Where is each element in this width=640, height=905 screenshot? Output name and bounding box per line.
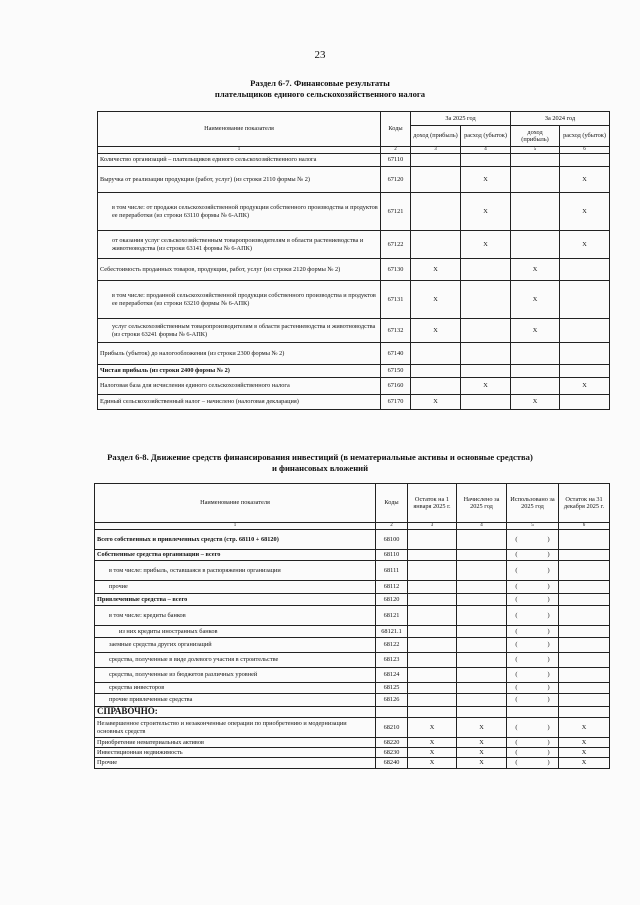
- cell-value: X: [411, 395, 461, 410]
- header-year-2025: За 2025 год: [411, 112, 511, 126]
- cell-value: [560, 281, 610, 319]
- cell-value: [511, 378, 560, 395]
- cell-value: X: [559, 758, 610, 769]
- cell-value: [411, 343, 461, 365]
- row-name: Прочие: [95, 758, 376, 769]
- row-name: Выручка от реализации продукции (работ, услуг) (из строки 2110 формы № 2): [98, 167, 381, 193]
- cell-value: X: [457, 718, 507, 738]
- table-row: [95, 694, 610, 707]
- row-code: 67132: [381, 319, 411, 343]
- column-number: 2: [381, 147, 411, 154]
- cell-value: [411, 167, 461, 193]
- row-code: 68123: [376, 653, 408, 668]
- cell-value: [511, 365, 560, 378]
- cell-value: X: [560, 231, 610, 259]
- table-row: [95, 530, 610, 550]
- cell-value: [408, 653, 457, 668]
- cell-value: X: [408, 718, 457, 738]
- table-row: [98, 281, 610, 319]
- reference-label: СПРАВОЧНО:: [95, 707, 376, 718]
- cell-value: [457, 561, 507, 581]
- cell-value: X: [560, 167, 610, 193]
- cell-value: [411, 378, 461, 395]
- cell-used-parens: ( ): [507, 758, 559, 769]
- cell-used-parens: ( ): [507, 594, 559, 606]
- row-name: прочие: [95, 581, 376, 594]
- cell-value: [457, 530, 507, 550]
- cell-value: [560, 259, 610, 281]
- table-row: [98, 378, 610, 395]
- cell-value: [461, 365, 511, 378]
- cell-value: [457, 626, 507, 638]
- cell-value: [559, 581, 610, 594]
- header-balance-start: Остаток на 1 января 2025 г.: [408, 484, 457, 523]
- row-code: 68121: [376, 606, 408, 626]
- cell-value: X: [559, 718, 610, 738]
- reference-header-row: [95, 707, 610, 718]
- cell-value: [408, 683, 457, 694]
- row-name: Всего собственных и привлеченных средств (стр. 68110 + 68120): [95, 530, 376, 550]
- cell-value: [461, 154, 511, 167]
- row-code: 67160: [381, 378, 411, 395]
- table-row: [98, 365, 610, 378]
- cell-used-parens: ( ): [507, 550, 559, 561]
- cell-value: [560, 319, 610, 343]
- section-6-8-title: Раздел 6-8. Движение средств финансирования инвестиций (в нематериальные активы и основные средства): [107, 452, 533, 462]
- column-number: 5: [511, 147, 560, 154]
- table-6-8: [94, 483, 610, 769]
- row-code: 67140: [381, 343, 411, 365]
- cell-value: [461, 281, 511, 319]
- header-codes: Коды: [376, 484, 408, 523]
- table-row: [98, 231, 610, 259]
- cell-value: [559, 606, 610, 626]
- row-code: 68121.1: [376, 626, 408, 638]
- cell-value: [559, 561, 610, 581]
- header-expense: расход (убыток): [461, 126, 511, 147]
- header-indicator: Наименование показателя: [98, 112, 381, 147]
- cell-value: X: [457, 738, 507, 748]
- cell-value: [411, 193, 461, 231]
- cell-value: [408, 626, 457, 638]
- cell-value: [559, 694, 610, 707]
- column-number: 3: [408, 523, 457, 530]
- header-used: Использовано за 2025 год: [507, 484, 559, 523]
- cell-value: [411, 365, 461, 378]
- cell-value: [560, 395, 610, 410]
- table-row: [95, 638, 610, 653]
- cell-value: X: [560, 378, 610, 395]
- cell-value: X: [559, 738, 610, 748]
- cell-used-parens: ( ): [507, 683, 559, 694]
- row-name: Себестоимость проданных товаров, продукции, работ, услуг (из строки 2120 формы № 2): [98, 259, 381, 281]
- table-row: [95, 668, 610, 683]
- row-name: Количество организаций – плательщиков единого сельскохозяйственного налога: [98, 154, 381, 167]
- column-numbers-row: [98, 147, 610, 154]
- cell-value: [457, 653, 507, 668]
- row-name: Прибыль (убыток) до налогообложения (из строки 2300 формы № 2): [98, 343, 381, 365]
- cell-value: [560, 343, 610, 365]
- table-row: [95, 718, 610, 738]
- cell-value: X: [461, 167, 511, 193]
- cell-value: [408, 694, 457, 707]
- column-number: 6: [559, 523, 610, 530]
- table-row: [98, 395, 610, 410]
- row-code: 68124: [376, 668, 408, 683]
- header-balance-end: Остаток на 31 декабря 2025 г.: [559, 484, 610, 523]
- row-name: прочие привлеченные средства: [95, 694, 376, 707]
- column-number: 2: [376, 523, 408, 530]
- cell-value: X: [457, 758, 507, 769]
- cell-value: [457, 668, 507, 683]
- row-code: 68210: [376, 718, 408, 738]
- column-number: 4: [461, 147, 511, 154]
- cell-value: [461, 259, 511, 281]
- row-code: 68125: [376, 683, 408, 694]
- cell-value: [408, 561, 457, 581]
- row-code: 67122: [381, 231, 411, 259]
- header-accrued: Начислено за 2025 год: [457, 484, 507, 523]
- cell-value: [511, 231, 560, 259]
- cell-value: [408, 550, 457, 561]
- row-code: 67131: [381, 281, 411, 319]
- cell-value: X: [411, 319, 461, 343]
- cell-value: X: [457, 748, 507, 758]
- cell-value: [511, 154, 560, 167]
- cell-value: X: [411, 259, 461, 281]
- table-row: [98, 343, 610, 365]
- row-name: Приобретение нематериальных активов: [95, 738, 376, 748]
- column-number: 5: [507, 523, 559, 530]
- cell-value: [411, 231, 461, 259]
- cell-used-parens: ( ): [507, 606, 559, 626]
- row-code: 67130: [381, 259, 411, 281]
- row-code: 68110: [376, 550, 408, 561]
- cell-value: X: [461, 231, 511, 259]
- row-name: средства, полученные в виде долевого участия в строительстве: [95, 653, 376, 668]
- cell-value: [559, 550, 610, 561]
- cell-used-parens: ( ): [507, 638, 559, 653]
- row-code: 68112: [376, 581, 408, 594]
- column-number: 1: [98, 147, 381, 154]
- column-number: 6: [560, 147, 610, 154]
- row-code: 67110: [381, 154, 411, 167]
- table-row: [95, 758, 610, 769]
- row-code: 68111: [376, 561, 408, 581]
- cell-value: [457, 550, 507, 561]
- header-indicator: Наименование показателя: [95, 484, 376, 523]
- cell-used-parens: ( ): [507, 530, 559, 550]
- row-code: 67150: [381, 365, 411, 378]
- row-name: Собственные средства организации – всего: [95, 550, 376, 561]
- cell-value: [559, 683, 610, 694]
- row-code: 68126: [376, 694, 408, 707]
- cell-value: [457, 606, 507, 626]
- table-row: [95, 626, 610, 638]
- column-number: 4: [457, 523, 507, 530]
- table-row: [98, 193, 610, 231]
- cell-value: [559, 638, 610, 653]
- row-name: Чистая прибыль (из строки 2400 формы № 2): [98, 365, 381, 378]
- cell-value: [511, 193, 560, 231]
- table-row: [95, 748, 610, 758]
- row-name: в том числе: проданной сельскохозяйственной продукции собственного производства и продуктов ее переработки (из строки 63210 формы № 6-АПК): [98, 281, 381, 319]
- cell-value: [560, 365, 610, 378]
- cell-used-parens: ( ): [507, 668, 559, 683]
- cell-used-parens: ( ): [507, 694, 559, 707]
- header-income: доход (прибыль): [511, 126, 560, 147]
- cell-value: [511, 343, 560, 365]
- cell-value: X: [461, 193, 511, 231]
- cell-used-parens: ( ): [507, 653, 559, 668]
- row-name: средства инвесторов: [95, 683, 376, 694]
- row-name: в том числе: от продажи сельскохозяйственной продукции собственного производства и продуктов ее переработки (из строки 63110 формы № 6-АПК): [98, 193, 381, 231]
- row-code: 67170: [381, 395, 411, 410]
- cell-value: [560, 154, 610, 167]
- header-year-2024: За 2024 год: [511, 112, 610, 126]
- table-row: [95, 606, 610, 626]
- table-row: [95, 561, 610, 581]
- table-row: [95, 594, 610, 606]
- row-code: 67120: [381, 167, 411, 193]
- cell-value: [408, 668, 457, 683]
- header-codes: Коды: [381, 112, 411, 147]
- cell-value: X: [411, 281, 461, 319]
- table-row: [95, 653, 610, 668]
- row-name: Налоговая база для исчисления единого сельскохозяйственного налога: [98, 378, 381, 395]
- cell-value: X: [511, 395, 560, 410]
- cell-value: [461, 395, 511, 410]
- table-row: [95, 738, 610, 748]
- table-row: [98, 319, 610, 343]
- column-number: 3: [411, 147, 461, 154]
- cell-value: X: [559, 748, 610, 758]
- row-code: 68100: [376, 530, 408, 550]
- row-code: 68120: [376, 594, 408, 606]
- row-name: Единый сельскохозяйственный налог – начислено (налоговая декларация): [98, 395, 381, 410]
- cell-value: [559, 626, 610, 638]
- cell-value: X: [408, 748, 457, 758]
- row-name: Инвестиционная недвижимость: [95, 748, 376, 758]
- cell-value: [457, 638, 507, 653]
- cell-value: X: [511, 259, 560, 281]
- cell-value: X: [511, 319, 560, 343]
- cell-value: [511, 167, 560, 193]
- row-name: заемные средства других организаций: [95, 638, 376, 653]
- cell-value: X: [560, 193, 610, 231]
- cell-value: [457, 694, 507, 707]
- row-name: из них кредиты иностранных банков: [95, 626, 376, 638]
- header-expense: расход (убыток): [560, 126, 610, 147]
- row-name: средства, полученные из бюджетов различных уровней: [95, 668, 376, 683]
- row-code: 67121: [381, 193, 411, 231]
- cell-value: [559, 530, 610, 550]
- table-row: [95, 581, 610, 594]
- cell-value: X: [408, 738, 457, 748]
- row-code: 68240: [376, 758, 408, 769]
- cell-value: X: [511, 281, 560, 319]
- cell-used-parens: ( ): [507, 718, 559, 738]
- cell-value: [559, 653, 610, 668]
- cell-value: [457, 683, 507, 694]
- row-code: 68230: [376, 748, 408, 758]
- table-row: [98, 259, 610, 281]
- row-name: в том числе: прибыль, оставшаяся в распоряжении организации: [95, 561, 376, 581]
- row-name: услуг сельскохозяйственным товаропроизводителям в области растениеводства и животноводства (из строки 63241 формы № 6-АПК): [98, 319, 381, 343]
- cell-value: [408, 606, 457, 626]
- section-6-7-subtitle: плательщиков единого сельскохозяйственного налога: [214, 89, 426, 99]
- cell-value: [408, 581, 457, 594]
- cell-value: [408, 530, 457, 550]
- cell-value: [559, 668, 610, 683]
- row-name: Привлеченные средства – всего: [95, 594, 376, 606]
- cell-used-parens: ( ): [507, 626, 559, 638]
- table-6-7: [97, 111, 610, 410]
- table-row: [95, 683, 610, 694]
- row-name: от оказания услуг сельскохозяйственным товаропроизводителям в области растениеводства и животноводства (из строки 63141 формы № 6-АПК): [98, 231, 381, 259]
- cell-value: [457, 594, 507, 606]
- table-row: [98, 167, 610, 193]
- table-row: [98, 154, 610, 167]
- table-row: [95, 550, 610, 561]
- row-code: 68122: [376, 638, 408, 653]
- cell-used-parens: ( ): [507, 748, 559, 758]
- cell-value: X: [408, 758, 457, 769]
- page-number: 23: [314, 49, 326, 61]
- section-6-7-title: Раздел 6-7. Финансовые результаты: [250, 78, 390, 88]
- header-income: доход (прибыль): [411, 126, 461, 147]
- row-name: Незавершенное строительство и незаконченные операции по приобретению и модернизации основных средств: [95, 718, 376, 738]
- row-code: 68220: [376, 738, 408, 748]
- cell-value: [411, 154, 461, 167]
- cell-value: X: [461, 378, 511, 395]
- cell-used-parens: ( ): [507, 561, 559, 581]
- cell-value: [457, 581, 507, 594]
- cell-value: [408, 594, 457, 606]
- cell-value: [559, 594, 610, 606]
- cell-used-parens: ( ): [507, 581, 559, 594]
- cell-used-parens: ( ): [507, 738, 559, 748]
- cell-value: [461, 343, 511, 365]
- cell-value: [408, 638, 457, 653]
- column-numbers-row: [95, 523, 610, 530]
- section-6-8-subtitle: и финансовых вложений: [271, 463, 369, 473]
- row-name: в том числе: кредиты банков: [95, 606, 376, 626]
- column-number: 1: [95, 523, 376, 530]
- cell-value: [461, 319, 511, 343]
